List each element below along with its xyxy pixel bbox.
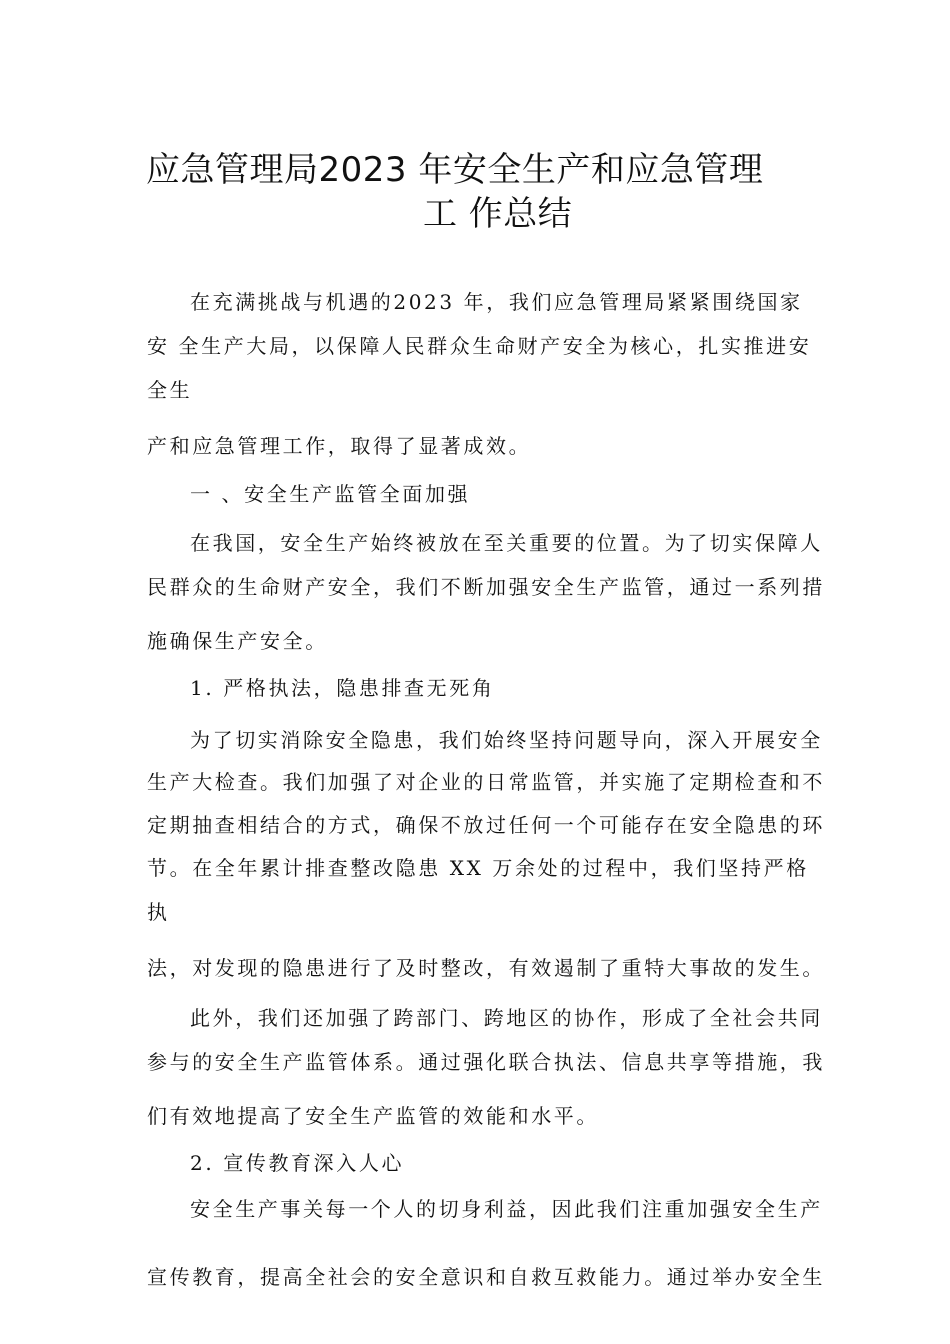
paragraph-line: 此外，我们还加强了跨部门、跨地区的协作，形成了全社会共同 — [190, 1006, 823, 1030]
document-title-line-1: 应急管理局2023 年安全生产和应急管理 — [146, 150, 764, 190]
paragraph-line: 执 — [147, 900, 170, 924]
paragraph-line: 法，对发现的隐患进行了及时整改，有效遏制了重特大事故的发生。 — [147, 956, 825, 980]
paragraph-line: 生产大检查。我们加强了对企业的日常监管，并实施了定期检查和不 — [147, 770, 825, 794]
subsection-heading: 1. 严格执法，隐患排查无死角 — [190, 676, 495, 700]
paragraph-line: 安 全生产大局，以保障人民群众生命财产安全为核心，扎实推进安 — [147, 334, 812, 358]
paragraph-line: 在我国，安全生产始终被放在至关重要的位置。为了切实保障人 — [190, 531, 823, 555]
section-heading: 一 、安全生产监管全面加强 — [190, 482, 471, 506]
subsection-heading: 2. 宣传教育深入人心 — [190, 1151, 405, 1175]
paragraph-line: 在充满挑战与机遇的2023 年，我们应急管理局紧紧围绕国家 — [190, 290, 803, 314]
paragraph-line: 施确保生产安全。 — [147, 629, 328, 653]
paragraph-line: 产和应急管理工作，取得了显著成效。 — [147, 434, 532, 458]
paragraph-line: 全生 — [147, 378, 193, 402]
paragraph-line: 参与的安全生产监管体系。通过强化联合执法、信息共享等措施，我 — [147, 1050, 825, 1074]
paragraph-line: 民群众的生命财产安全，我们不断加强安全生产监管，通过一系列措 — [147, 575, 825, 599]
paragraph-line: 定期抽查相结合的方式，确保不放过任何一个可能存在安全隐患的环 — [147, 813, 825, 837]
paragraph-line: 宣传教育，提高全社会的安全意识和自救互救能力。通过举办安全生 — [147, 1265, 825, 1289]
paragraph-line: 为了切实消除安全隐患，我们始终坚持问题导向，深入开展安全 — [190, 728, 823, 752]
paragraph-line: 们有效地提高了安全生产监管的效能和水平。 — [147, 1104, 599, 1128]
paragraph-line: 节。在全年累计排查整改隐患 XX 万余处的过程中，我们坚持严格 — [147, 856, 809, 880]
document-title-line-2: 工 作总结 — [423, 194, 573, 234]
paragraph-line: 安全生产事关每一个人的切身利益，因此我们注重加强安全生产 — [190, 1197, 823, 1221]
